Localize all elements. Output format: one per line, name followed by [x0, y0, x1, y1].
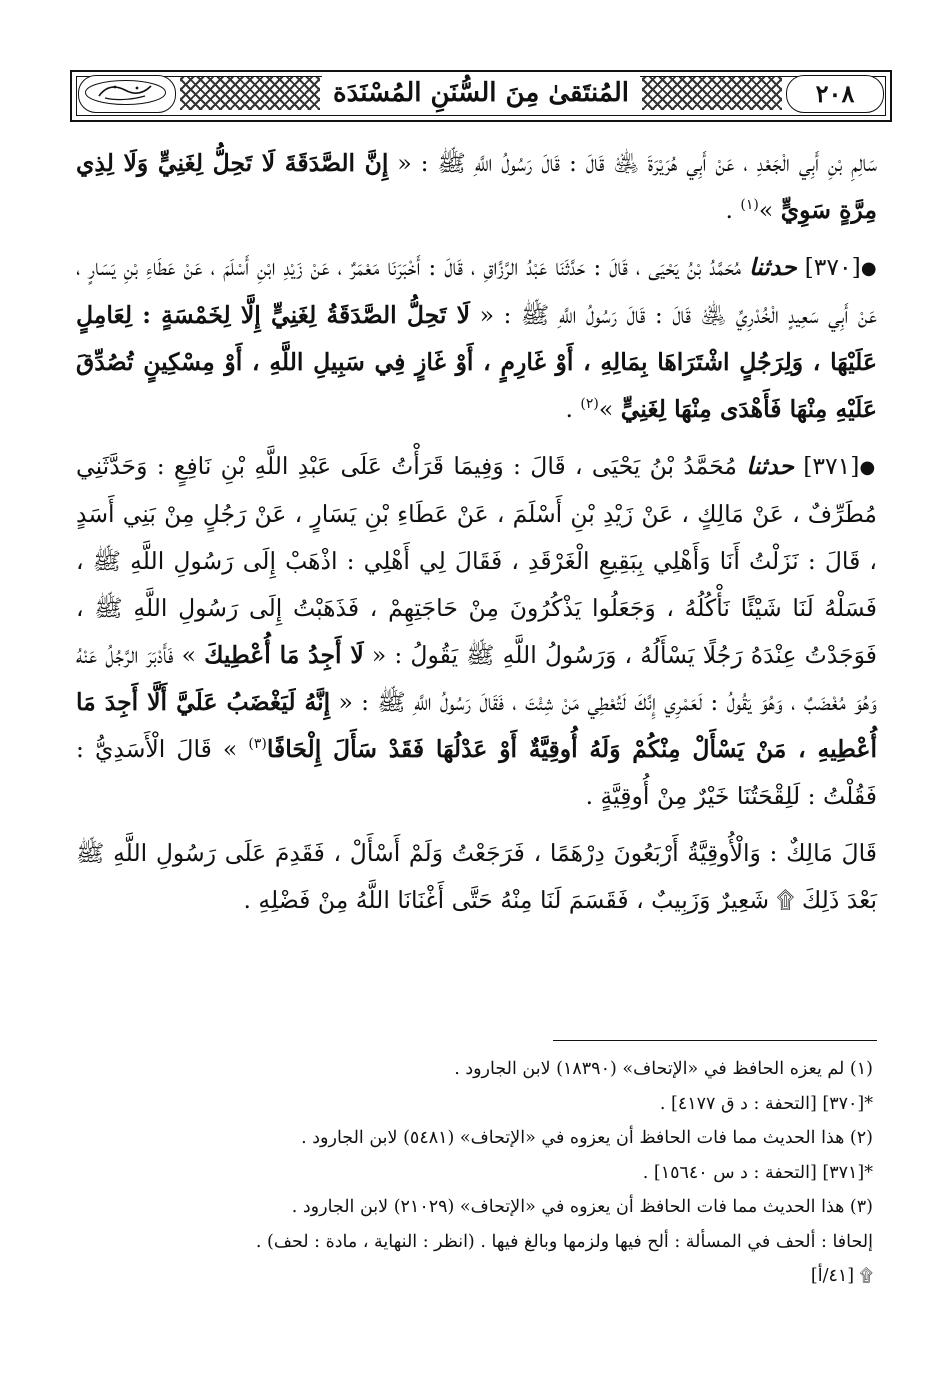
footnote: (٣) هذا الحديث مما فات الحافظ أن يعزوه في «الإتحاف» (٢١٠٢٩) لابن الجارود . [291, 1197, 873, 1217]
paragraph-1: سَالِمِ بْنِ أَبِي الْجَعْدِ ، عَنْ أَبِي هُرَيْرَةَ ﵁ قَالَ : قَالَ رَسُولُ اللَّهِ ﷺ : « إِنَّ الصَّدَقَةَ لَا تَحِلُّ لِغَنِيٍّ وَلَا لِذِي مِرَّةٍ سَوِيٍّ »$^{(١)}$ . [76, 149, 877, 224]
page-number: ٢٠٨ [786, 75, 884, 113]
bullet-icon: ● [859, 457, 877, 478]
footnotes [76, 1052, 873, 1294]
hadith-number: [٣٧١] [793, 452, 860, 480]
book-logo-icon [78, 75, 176, 113]
hadith-text: لَا أَجِدُ مَا أُعْطِيكَ [204, 641, 364, 669]
hadith-text: لَا تَحِلُّ الصَّدَقَةُ لِغَنِيٍّ إِلَّا لِخَمْسَةٍ : لِعَامِلٍ عَلَيْهَا ، وَلِرَجُلٍ اشْتَرَاهَا بِمَالِهِ ، أَوْ غَارِمٍ ، أَوْ غَازٍ فِي سَبِيلِ اللَّهِ ، أَوْ مِسْكِينٍ تُصُدِّقَ عَلَيْهِ مِنْهَا فَأَهْدَى مِنْهَا لِغَنِيٍّ [76, 301, 877, 423]
bullet-icon: ● [860, 258, 877, 279]
footnote: *[٣٧١] [التحفة : د س ١٥٦٤٠] . [642, 1162, 873, 1183]
hadith-370: ●[٣٧٠] حدثنا مُحَمَّدُ بْنُ يَحْيَى ، قَالَ : حَدَّثَنَا عَبْدُ الرَّزَّاقِ ، قَالَ : أَخْبَرَنَا مَعْمَرٌ ، عَنْ زَيْدِ ابْنِ أَسْلَمَ ، عَنْ عَطَاءِ بْنِ يَسَارٍ ، عَنْ أَبِي سَعِيدٍ الْخُدْرِيِّ ﵁ قَالَ : قَالَ رَسُولُ اللَّهِ ﷺ : « لَا تَحِلُّ الصَّدَقَةُ لِغَنِيٍّ إِلَّا لِخَمْسَةٍ : لِعَامِلٍ عَلَيْهَا ، وَلِرَجُلٍ اشْتَرَاهَا بِمَالِهِ ، أَوْ غَارِمٍ ، أَوْ غَازٍ فِي سَبِيلِ اللَّهِ ، أَوْ مِسْكِينٍ تُصُدِّقَ عَلَيْهِ مِنْهَا فَأَهْدَى مِنْهَا لِغَنِيٍّ »$^{(٢)}$ . [76, 253, 878, 423]
hadith-text: إِنَّهُ لَيَغْضَبُ عَلَيَّ أَلَّا أَجِدَ مَا أُعْطِيهِ ، مَنْ يَسْأَلْ مِنْكُمْ وَلَهُ أُوقِيَّةٌ أَوْ عَدْلُهَا فَقَدْ سَأَلَ إِلْحَافًا [76, 688, 878, 763]
page-header [70, 70, 892, 122]
footnote: (١) لم يعزه الحافظ في «الإتحاف» (١٨٣٩٠) لابن الجارود . [454, 1059, 873, 1079]
haddathana: حدثنا [746, 452, 794, 480]
main-text [76, 140, 877, 924]
footnote: (٢) هذا الحديث مما فات الحافظ أن يعزوه في «الإتحاف» (٥٤٨١) لابن الجارود . [301, 1128, 873, 1148]
footnote-ref: (٢) [580, 396, 599, 413]
ornament-right [642, 76, 782, 110]
haddathana: حدثنا [748, 253, 797, 281]
footnote-divider [553, 1040, 877, 1041]
footnote: ۩ [٤١/أ] [810, 1266, 873, 1286]
hadith-text: إِنَّ الصَّدَقَةَ لَا تَحِلُّ لِغَنِيٍّ وَلَا لِذِي مِرَّةٍ سَوِيٍّ [76, 149, 877, 224]
footnote: *[٣٧٠] [التحفة : د ق ٤١٧٧] . [659, 1093, 873, 1114]
paragraph-malik: قَالَ مَالِكٌ : وَالْأُوقِيَّةُ أَرْبَعُونَ دِرْهَمًا ، فَرَجَعْتُ وَلَمْ أَسْأَلْ ، فَقَدِمَ عَلَى رَسُولِ اللَّهِ ﷺ بَعْدَ ذَلِكَ ۩ شَعِيرٌ وَزَبِيبٌ ، فَقَسَمَ لَنَا مِنْهُ حَتَّى أَغْنَانَا اللَّهُ مِنْ فَضْلِهِ . [76, 839, 877, 914]
footnote-ref: (١) [740, 197, 759, 214]
book-title: المُنتَقىٰ مِنَ السُّنَنِ المُسْنَدَة [322, 75, 640, 111]
footnote: إلحافا : ألحف في المسألة : ألح فيها ولزمها وبالغ فيها . (انظر : النهاية ، مادة : لحف) . [255, 1231, 873, 1252]
ornament-left [180, 76, 320, 110]
hadith-371: ●[٣٧١] حدثنا مُحَمَّدُ بْنُ يَحْيَى ، قَالَ : وَفِيمَا قَرَأْتُ عَلَى عَبْدِ اللَّهِ بْنِ نَافِعٍ : وَحَدَّثَنِي مُطَرِّفٌ ، عَنْ مَالِكٍ ، عَنْ زَيْدِ بْنِ أَسْلَمَ ، عَنْ عَطَاءِ بْنِ يَسَارٍ ، عَنْ رَجُلٍ مِنْ بَنِي أَسَدٍ ، قَالَ : نَزَلْتُ أَنَا وَأَهْلِي بِبَقِيعِ الْغَرْقَدِ ، فَقَالَ لِي أَهْلِي : اذْهَبْ إِلَى رَسُولِ اللَّهِ ﷺ ، فَسَلْهُ لَنَا شَيْئًا نَأْكُلُهُ ، وَجَعَلُوا يَذْكُرُونَ مِنْ حَاجَتِهِمْ ، فَذَهَبْتُ إِلَى رَسُولِ اللَّهِ ﷺ ، فَوَجَدْتُ عِنْدَهُ رَجُلًا يَسْأَلُهُ ، وَرَسُولُ اللَّهِ ﷺ يَقُولُ : « لَا أَجِدُ مَا أُعْطِيكَ » فَأَدْبَرَ الرَّجُلُ عَنْهُ وَهُوَ مُغْضَبٌ ، وَهُوَ يَقُولُ : لَعَمْرِي إِنَّكَ لَتُعْطِي مَنْ شِئْتَ ، فَقَالَ رَسُولُ اللَّهِ ﷺ : « إِنَّهُ لَيَغْضَبُ عَلَيَّ أَلَّا أَجِدَ مَا أُعْطِيهِ ، مَنْ يَسْأَلْ مِنْكُمْ وَلَهُ أُوقِيَّةٌ أَوْ عَدْلُهَا فَقَدْ سَأَلَ إِلْحَافًا$^{(٣)}$ » قَالَ الْأَسَدِيُّ : فَقُلْتُ : لَلِقْحَتُنَا خَيْرٌ مِنْ أُوقِيَّةٍ . [76, 452, 878, 810]
hadith-number: [٣٧٠] [796, 253, 861, 281]
footnote-ref: (٣) [248, 736, 267, 753]
